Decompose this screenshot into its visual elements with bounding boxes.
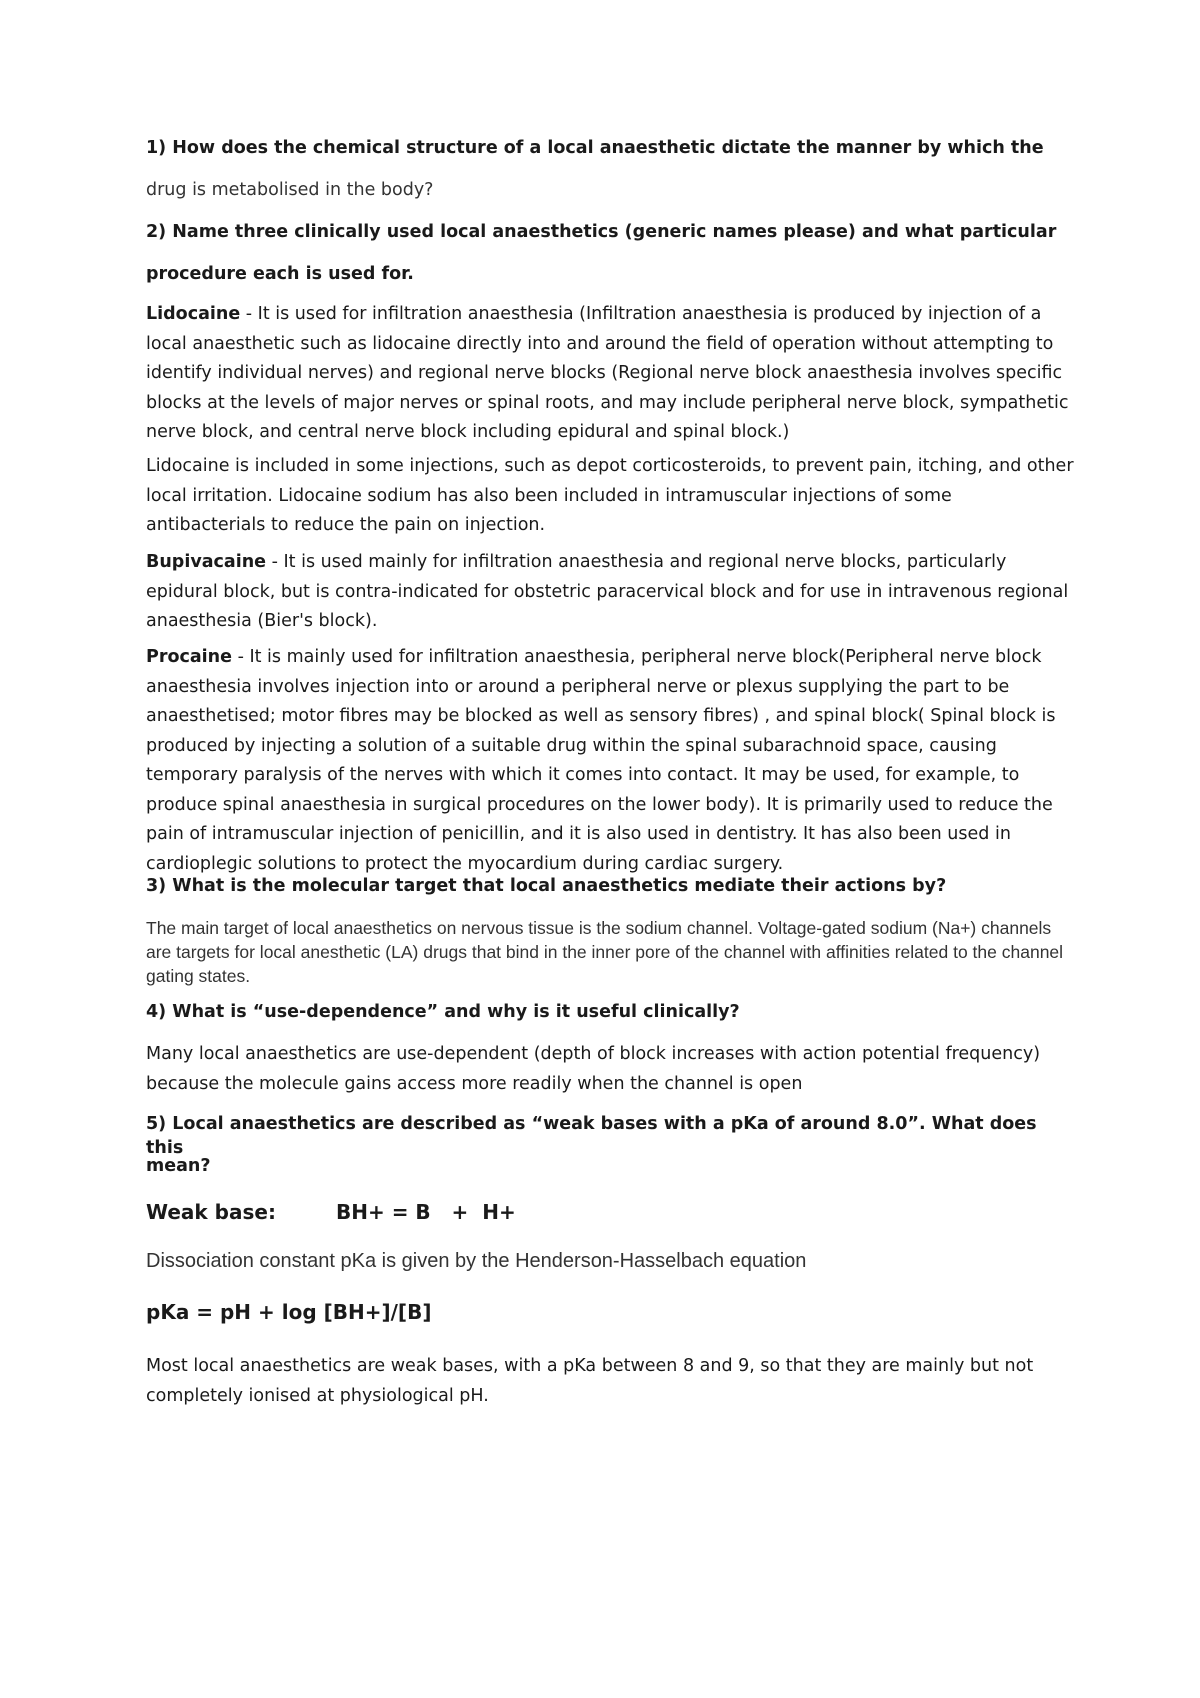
question-2-line-1: 2) Name three clinically used local anaesthetics (generic names please) and what particular (146, 222, 1057, 242)
question-3-answer: The main target of local anaesthetics on nervous tissue is the sodium channel. Voltage-gated sodium (Na+) channels are targets for local anesthetic (LA) drugs that bind in the inner pore of the channel with affinities related to the channel gating states. (146, 918, 1064, 986)
bupivacaine-text: - It is used mainly for infiltration anaesthesia and regional nerve blocks, particularly epidural block, but is contra-indicated for obstetric paracervical block and for use in intravenous regional anaesthesia (Bier's block). (146, 552, 1069, 631)
question-3: 3) What is the molecular target that local anaesthetics mediate their actions by? (146, 876, 947, 896)
question-4: 4) What is “use-dependence” and why is it useful clinically? (146, 1002, 740, 1022)
question-5-line-1: 5) Local anaesthetics are described as “weak bases with a pKa of around 8.0”. What does this (146, 1114, 1037, 1158)
pka-equation: pKa = pH + log [BH+]/[B] (146, 1300, 432, 1324)
bupivacaine-label: Bupivacaine (146, 552, 267, 572)
lidocaine-text: - It is used for infiltration anaesthesia (Infiltration anaesthesia is produced by injection of a local anaesthetic such as lidocaine directly into and around the field of operation without attempting to identify individual nerves) and regional nerve blocks (Regional nerve block anaesthesia involves specific blocks at the levels of major nerves or spinal roots, and may include peripheral nerve block, sympathetic nerve block, and central nerve block including epidural and spinal block.) (146, 304, 1069, 442)
bupivacaine-paragraph (146, 548, 1076, 637)
question-1-line-2: drug is metabolised in the body? (146, 180, 434, 200)
lidocaine-label: Lidocaine (146, 304, 241, 324)
lidocaine-paragraph-2: Lidocaine is included in some injections, such as depot corticosteroids, to prevent pain, itching, and other local irritation. Lidocaine sodium has also been included in intramuscular injections of some antibacterials to reduce the pain on injection. (146, 456, 1074, 535)
procaine-label: Procaine (146, 647, 232, 667)
question-1-line-1: 1) How does the chemical structure of a local anaesthetic dictate the manner by which the (146, 138, 1044, 158)
weak-base-equation: BH+ = B + H+ (336, 1200, 516, 1224)
question-4-answer: Many local anaesthetics are use-dependent (depth of block increases with action potential frequency) because the molecule gains access more readily when the channel is open (146, 1044, 1041, 1094)
question-5-line-2: mean? (146, 1156, 211, 1176)
procaine-paragraph (146, 643, 1076, 879)
procaine-text: - It is mainly used for infiltration anaesthesia, peripheral nerve block(Peripheral nerve block anaesthesia involves injection into or around a peripheral nerve or plexus supplying the part to be anaesthetised; motor fibres may be blocked as well as sensory fibres) , and spinal block( Spinal block is produced by injecting a solution of a suitable drug within the spinal subarachnoid space, causing temporary paralysis of the nerves with which it comes into contact. It may be used, for example, to produce spinal anaesthesia in surgical procedures on the lower body). It is primarily used to reduce the pain of intramuscular injection of penicillin, and it is also used in dentistry. It has also been used in cardioplegic solutions to protect the myocardium during cardiac surgery. (146, 647, 1056, 874)
weak-base-label: Weak base: (146, 1200, 276, 1224)
question-2-line-2: procedure each is used for. (146, 264, 414, 284)
weak-base-line (146, 1198, 1076, 1226)
dissociation-text: Dissociation constant pKa is given by the Henderson-Hasselbach equation (146, 1250, 807, 1272)
question-5-answer: Most local anaesthetics are weak bases, with a pKa between 8 and 9, so that they are mainly but not completely ionised at physiological pH. (146, 1356, 1034, 1406)
lidocaine-paragraph (146, 300, 1076, 448)
